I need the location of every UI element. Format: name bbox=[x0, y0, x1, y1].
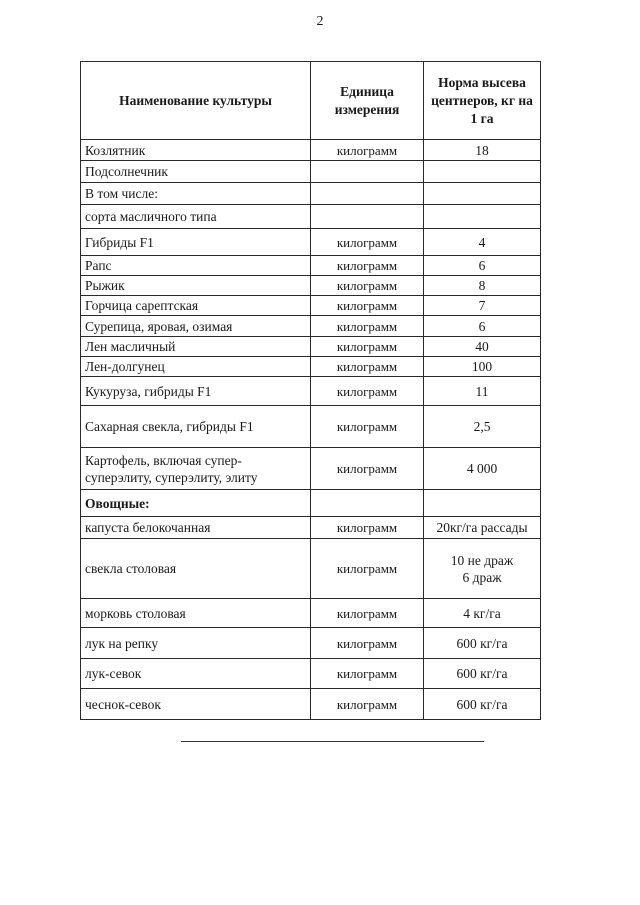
table-row bbox=[81, 316, 541, 337]
crop-name-cell: Рапс bbox=[81, 256, 311, 276]
table-row bbox=[81, 599, 541, 628]
crop-name-cell: сорта масличного типа bbox=[81, 205, 311, 229]
rate-line: 6 драж bbox=[462, 569, 502, 585]
crop-name-cell: Сахарная свекла, гибриды F1 bbox=[81, 406, 311, 448]
table-row bbox=[81, 337, 541, 357]
table-row bbox=[81, 296, 541, 316]
table-row bbox=[81, 377, 541, 406]
crop-name-cell: капуста белокочанная bbox=[81, 517, 311, 539]
crop-name-cell: Лен-долгунец bbox=[81, 357, 311, 377]
rate-cell: 6 bbox=[424, 316, 541, 337]
table-row bbox=[81, 161, 541, 183]
crop-name-cell: Гибриды F1 bbox=[81, 229, 311, 256]
unit-cell: килограмм bbox=[311, 628, 424, 659]
table-row bbox=[81, 659, 541, 689]
unit-cell bbox=[311, 183, 424, 205]
table-row bbox=[81, 205, 541, 229]
rate-cell: 4 bbox=[424, 229, 541, 256]
crop-name-cell: Козлятник bbox=[81, 140, 311, 161]
table-row bbox=[81, 140, 541, 161]
seeding-rate-table bbox=[80, 61, 541, 720]
unit-cell: килограмм bbox=[311, 276, 424, 296]
unit-cell: килограмм bbox=[311, 140, 424, 161]
unit-cell: килограмм bbox=[311, 406, 424, 448]
rate-cell: 11 bbox=[424, 377, 541, 406]
crop-name-cell: Картофель, включая супер-суперэлиту, суперэлиту, элиту bbox=[81, 448, 311, 490]
rate-cell bbox=[424, 539, 541, 599]
crop-name-cell: морковь столовая bbox=[81, 599, 311, 628]
rate-cell: 2,5 bbox=[424, 406, 541, 448]
table-row bbox=[81, 183, 541, 205]
unit-cell: килограмм bbox=[311, 357, 424, 377]
unit-cell bbox=[311, 490, 424, 517]
table-row bbox=[81, 539, 541, 599]
rate-cell bbox=[424, 161, 541, 183]
table-row bbox=[81, 689, 541, 720]
rate-cell: 600 кг/га bbox=[424, 628, 541, 659]
unit-cell: килограмм bbox=[311, 448, 424, 490]
crop-name-cell: Сурепица, яровая, озимая bbox=[81, 316, 311, 337]
crop-name-cell: лук на репку bbox=[81, 628, 311, 659]
unit-cell: килограмм bbox=[311, 229, 424, 256]
rate-cell bbox=[424, 490, 541, 517]
header-crop-name: Наименование культуры bbox=[81, 62, 311, 140]
rate-cell: 100 bbox=[424, 357, 541, 377]
unit-cell: килограмм bbox=[311, 539, 424, 599]
unit-cell: килограмм bbox=[311, 316, 424, 337]
unit-cell: килограмм bbox=[311, 337, 424, 357]
table-row bbox=[81, 490, 541, 517]
header-seeding-rate: Норма высева центнеров, кг на 1 га bbox=[424, 62, 541, 140]
crop-name-cell: Подсолнечник bbox=[81, 161, 311, 183]
crop-name-cell: Лен масличный bbox=[81, 337, 311, 357]
rate-cell: 20кг/га рассады bbox=[424, 517, 541, 539]
table-row bbox=[81, 517, 541, 539]
table-header-row bbox=[81, 62, 541, 140]
table-row bbox=[81, 229, 541, 256]
end-divider-line bbox=[181, 741, 484, 742]
table-row bbox=[81, 448, 541, 490]
table-row bbox=[81, 357, 541, 377]
unit-cell: килограмм bbox=[311, 256, 424, 276]
table-row bbox=[81, 276, 541, 296]
rate-cell: 8 bbox=[424, 276, 541, 296]
header-unit: Единица измерения bbox=[311, 62, 424, 140]
crop-name-cell: чеснок-севок bbox=[81, 689, 311, 720]
rate-cell bbox=[424, 205, 541, 229]
rate-cell: 600 кг/га bbox=[424, 689, 541, 720]
crop-name-cell: лук-севок bbox=[81, 659, 311, 689]
unit-cell: килограмм bbox=[311, 517, 424, 539]
rate-cell: 600 кг/га bbox=[424, 659, 541, 689]
table-row bbox=[81, 256, 541, 276]
unit-cell: килограмм bbox=[311, 599, 424, 628]
unit-cell: килограмм bbox=[311, 659, 424, 689]
unit-cell bbox=[311, 205, 424, 229]
rate-cell: 4 кг/га bbox=[424, 599, 541, 628]
table-row bbox=[81, 406, 541, 448]
crop-name-cell: свекла столовая bbox=[81, 539, 311, 599]
rate-line: 10 не драж bbox=[450, 552, 514, 568]
page-number: 2 bbox=[316, 14, 324, 29]
rate-cell: 40 bbox=[424, 337, 541, 357]
section-heading-cell: Овощные: bbox=[81, 490, 311, 517]
rate-cell: 6 bbox=[424, 256, 541, 276]
rate-cell bbox=[424, 183, 541, 205]
rate-cell: 4 000 bbox=[424, 448, 541, 490]
unit-cell bbox=[311, 161, 424, 183]
rate-cell: 7 bbox=[424, 296, 541, 316]
unit-cell: килограмм bbox=[311, 689, 424, 720]
crop-name-cell: В том числе: bbox=[81, 183, 311, 205]
unit-cell: килограмм bbox=[311, 296, 424, 316]
unit-cell: килограмм bbox=[311, 377, 424, 406]
crop-name-cell: Рыжик bbox=[81, 276, 311, 296]
rate-cell: 18 bbox=[424, 140, 541, 161]
table-row bbox=[81, 628, 541, 659]
crop-name-cell: Горчица сарептская bbox=[81, 296, 311, 316]
crop-name-cell: Кукуруза, гибриды F1 bbox=[81, 377, 311, 406]
